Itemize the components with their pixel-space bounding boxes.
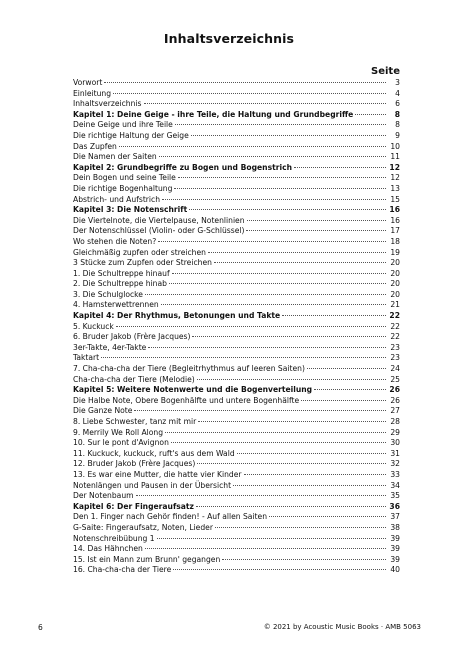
toc-entry-title: 10. Sur le pont d'Avignon	[73, 438, 169, 448]
toc-entry[interactable]	[73, 491, 400, 502]
toc-entry-page: 33	[390, 469, 400, 479]
toc-entry-page: 20	[390, 279, 400, 289]
toc-entry-page: 11	[390, 152, 400, 162]
toc-entry-title: Das Zupfen	[73, 141, 117, 151]
dot-leader	[208, 252, 386, 253]
toc-entry[interactable]	[73, 89, 400, 100]
toc-entry-title: Der Notenbaum	[73, 491, 134, 501]
dot-leader	[198, 421, 386, 422]
toc-entry[interactable]	[73, 512, 400, 523]
dot-leader	[307, 368, 386, 369]
toc-chapter-entry[interactable]	[73, 110, 400, 121]
toc-entry-title: Kapitel 2: Grundbegriffe zu Bogen und Bogenstrich	[73, 162, 292, 172]
toc-entry[interactable]	[73, 279, 400, 290]
toc-entry-title: Kapitel 4: Der Rhythmus, Betonungen und Takte	[73, 311, 281, 321]
dot-leader	[244, 474, 386, 475]
toc-entry-title: Gleichmäßig zupfen oder streichen	[73, 247, 206, 257]
toc-entry-page: 13	[390, 183, 400, 193]
toc-entry-page: 6	[395, 99, 400, 109]
dot-leader	[134, 410, 386, 411]
toc-entry-title: Kapitel 1: Deine Geige - ihre Teile, die Haltung und Grundbegriffe	[73, 109, 354, 119]
page-column-header: Seite	[371, 66, 400, 77]
dot-leader	[173, 569, 386, 570]
dot-leader	[355, 114, 386, 115]
dot-leader	[196, 506, 386, 507]
toc-entry-title: Wo stehen die Noten?	[73, 236, 157, 246]
toc-entry-page: 8	[394, 109, 400, 119]
toc-entry-page: 40	[390, 565, 400, 575]
dot-leader	[269, 516, 386, 517]
toc-entry-title: 5. Kuckuck	[73, 321, 114, 331]
dot-leader	[116, 326, 386, 327]
dot-leader	[158, 241, 386, 242]
toc-entry[interactable]	[73, 131, 400, 142]
toc-entry-title: Die Namen der Saiten	[73, 152, 157, 162]
toc-entry-title: 7. Cha-cha-cha der Tiere (Begleitrhythmus auf leeren Saiten)	[73, 364, 305, 374]
dot-leader	[189, 209, 386, 210]
toc-entry[interactable]	[73, 459, 400, 470]
dot-leader	[172, 273, 386, 274]
dot-leader	[191, 135, 386, 136]
dot-leader	[113, 93, 386, 94]
toc-entry-title: 12. Bruder Jakob (Frère Jacques)	[73, 459, 196, 469]
toc-entry-title: Die richtige Bogenhaltung	[73, 183, 173, 193]
toc-entry-title: 9. Merrily We Roll Along	[73, 427, 164, 437]
toc-entry-page: 30	[390, 438, 400, 448]
dot-leader	[144, 103, 387, 104]
dot-leader	[136, 495, 386, 496]
toc-entry[interactable]	[73, 152, 400, 163]
toc-entry-title: G-Saite: Fingeraufsatz, Noten, Lieder	[73, 522, 213, 532]
toc-entry[interactable]	[73, 332, 400, 343]
dot-leader	[171, 442, 386, 443]
toc-entry-page: 24	[390, 364, 400, 374]
toc-entry[interactable]	[73, 375, 400, 386]
dot-leader	[162, 199, 386, 200]
dot-leader	[157, 538, 386, 539]
toc-entry[interactable]	[73, 269, 400, 280]
toc-entry-page: 17	[390, 226, 400, 236]
toc-entry-title: Einleitung	[73, 88, 112, 98]
toc-entry[interactable]	[73, 195, 400, 206]
toc-chapter-entry[interactable]	[73, 385, 400, 396]
toc-entry-page: 18	[390, 236, 400, 246]
toc-entry-title: Cha-cha-cha der Tiere (Melodie)	[73, 374, 195, 384]
toc-entry-title: Die richtige Haltung der Geige	[73, 130, 189, 140]
toc-entry-title: Kapitel 6: Der Fingeraufsatz	[73, 501, 194, 511]
toc-entry-title: Die Ganze Note	[73, 406, 133, 416]
toc-entry[interactable]	[73, 470, 400, 481]
toc-entry[interactable]	[73, 78, 400, 89]
toc-entry-title: Abstrich- und Aufstrich	[73, 194, 161, 204]
toc-entry-title: Die Viertelnote, die Viertelpause, Notenlinien	[73, 215, 245, 225]
toc-entry-page: 4	[395, 88, 400, 98]
toc-chapter-entry[interactable]	[73, 502, 400, 513]
toc-entry-title: 1. Die Schultreppe hinauf	[73, 268, 170, 278]
toc-entry-page: 23	[390, 342, 400, 352]
toc-entry-title: Kapitel 5: Weitere Notenwerte und die Bogenverteilung	[73, 385, 313, 395]
toc-entry-title: 3er-Takte, 4er-Takte	[73, 342, 147, 352]
toc-entry[interactable]	[73, 120, 400, 131]
dot-leader	[101, 357, 386, 358]
dot-leader	[294, 167, 386, 168]
toc-entry[interactable]	[73, 173, 400, 184]
toc-entry-page: 34	[390, 480, 400, 490]
dot-leader	[145, 294, 386, 295]
dot-leader	[178, 177, 386, 178]
dot-leader	[314, 389, 386, 390]
dot-leader	[119, 146, 386, 147]
toc-entry[interactable]	[73, 226, 400, 237]
toc-entry-page: 25	[390, 374, 400, 384]
toc-chapter-entry[interactable]	[73, 311, 400, 322]
toc-entry-page: 12	[390, 173, 400, 183]
toc-entry-page: 22	[390, 332, 400, 342]
toc-entry-page: 16	[389, 205, 400, 215]
toc-entry-title: Taktart	[73, 353, 100, 363]
dot-leader	[145, 548, 386, 549]
toc-entry[interactable]	[73, 322, 400, 333]
toc-entry-page: 36	[389, 501, 400, 511]
toc-entry[interactable]	[73, 248, 400, 259]
toc-entry-title: 11. Kuckuck, kuckuck, ruft's aus dem Wald	[73, 448, 235, 458]
dot-leader	[197, 463, 386, 464]
dot-leader	[165, 432, 386, 433]
dot-leader	[192, 336, 386, 337]
toc-entry-page: 22	[390, 321, 400, 331]
toc-entry-title: Notenschreibübung 1	[73, 533, 155, 543]
toc-entry-page: 39	[390, 544, 400, 554]
toc-entry-page: 39	[390, 554, 400, 564]
toc-entry-title: Der Notenschlüssel (Violin- oder G-Schlüssel)	[73, 226, 245, 236]
dot-leader	[197, 379, 386, 380]
toc-entry-title: Den 1. Finger nach Gehör finden! - Auf allen Saiten	[73, 512, 268, 522]
toc-entry-page: 21	[390, 300, 400, 310]
toc-entry[interactable]	[73, 142, 400, 153]
toc-entry[interactable]	[73, 544, 400, 555]
toc-entry-page: 23	[390, 353, 400, 363]
toc-chapter-entry[interactable]	[73, 163, 400, 174]
copyright-notice: © 2021 by Acoustic Music Books · AMB 5063	[263, 623, 421, 631]
toc-entry-page: 37	[390, 512, 400, 522]
toc-entry[interactable]	[73, 481, 400, 492]
toc-entry-page: 10	[390, 141, 400, 151]
toc-entry-page: 16	[390, 215, 400, 225]
toc-entry-page: 26	[389, 385, 400, 395]
toc-entry-title: Kapitel 3: Die Notenschrift	[73, 205, 188, 215]
toc-entry-page: 20	[390, 268, 400, 278]
toc-entry-page: 32	[390, 459, 400, 469]
dot-leader	[247, 220, 386, 221]
toc-entry-title: 16. Cha-cha-cha der Tiere	[73, 565, 172, 575]
toc-entry[interactable]	[73, 449, 400, 460]
dot-leader	[174, 188, 386, 189]
dot-leader	[104, 82, 386, 83]
toc-entry-title: Inhaltsverzeichnis	[73, 99, 142, 109]
dot-leader	[237, 453, 386, 454]
dot-leader	[214, 262, 386, 263]
toc-entry-title: 4. Hamsterwettrennen	[73, 300, 159, 310]
toc-entry[interactable]	[73, 534, 400, 545]
table-of-contents	[73, 78, 400, 576]
toc-entry-page: 8	[395, 120, 400, 130]
toc-entry-page: 29	[390, 427, 400, 437]
toc-entry-title: Notenlängen und Pausen in der Übersicht	[73, 480, 232, 490]
toc-entry[interactable]	[73, 406, 400, 417]
dot-leader	[301, 400, 386, 401]
toc-entry-title: 15. Ist ein Mann zum Brunn' gegangen	[73, 554, 221, 564]
toc-entry-title: 3 Stücke zum Zupfen oder Streichen	[73, 258, 212, 268]
dot-leader	[175, 124, 386, 125]
page-title: Inhaltsverzeichnis	[163, 31, 295, 46]
dot-leader	[246, 230, 386, 231]
toc-entry[interactable]	[73, 438, 400, 449]
toc-entry-page: 12	[389, 162, 400, 172]
dot-leader	[169, 283, 386, 284]
toc-entry[interactable]	[73, 300, 400, 311]
toc-entry-page: 19	[390, 247, 400, 257]
toc-entry-page: 38	[390, 522, 400, 532]
toc-entry-title: Deine Geige und ihre Teile	[73, 120, 173, 130]
toc-entry-title: 2. Die Schultreppe hinab	[73, 279, 167, 289]
toc-entry-page: 28	[390, 417, 400, 426]
toc-entry-page: 20	[390, 258, 400, 268]
toc-entry-title: Vorwort	[73, 78, 103, 87]
toc-entry-page: 35	[390, 491, 400, 501]
toc-entry[interactable]	[73, 237, 400, 248]
toc-entry-page: 22	[389, 311, 400, 321]
toc-chapter-entry[interactable]	[73, 205, 400, 216]
dot-leader	[282, 315, 386, 316]
toc-entry[interactable]	[73, 353, 400, 364]
dot-leader	[161, 304, 386, 305]
toc-entry[interactable]	[73, 396, 400, 407]
toc-entry[interactable]	[73, 99, 400, 110]
toc-entry-title: 8. Liebe Schwester, tanz mit mir	[73, 417, 197, 426]
toc-entry-title: 14. Das Hähnchen	[73, 544, 143, 554]
dot-leader	[222, 559, 386, 560]
toc-entry[interactable]	[73, 216, 400, 227]
toc-entry[interactable]	[73, 417, 400, 428]
toc-entry-page: 26	[390, 395, 400, 405]
toc-entry-page: 9	[395, 130, 400, 140]
dot-leader	[233, 485, 386, 486]
toc-entry[interactable]	[73, 258, 400, 269]
dot-leader	[159, 156, 386, 157]
toc-entry-page: 3	[395, 78, 400, 87]
dot-leader	[148, 347, 386, 348]
toc-entry[interactable]	[73, 184, 400, 195]
page-number: 6	[38, 623, 43, 632]
toc-entry[interactable]	[73, 555, 400, 566]
toc-entry[interactable]	[73, 523, 400, 534]
toc-entry-page: 27	[390, 406, 400, 416]
toc-entry-page: 39	[390, 533, 400, 543]
toc-entry[interactable]	[73, 343, 400, 354]
toc-entry-page: 15	[390, 194, 400, 204]
toc-entry[interactable]	[73, 428, 400, 439]
toc-entry[interactable]	[73, 565, 400, 576]
toc-entry-title: 13. Es war eine Mutter, die hatte vier Kinder	[73, 469, 242, 479]
toc-entry[interactable]	[73, 364, 400, 375]
dot-leader	[215, 527, 386, 528]
toc-entry-page: 31	[390, 448, 400, 458]
toc-entry-title: Die Halbe Note, Obere Bogenhälfte und untere Bogenhälfte	[73, 395, 300, 405]
toc-entry[interactable]	[73, 290, 400, 301]
toc-entry-page: 20	[390, 289, 400, 299]
toc-entry-title: 6. Bruder Jakob (Frère Jacques)	[73, 332, 191, 342]
toc-entry-title: 3. Die Schulglocke	[73, 289, 143, 299]
toc-entry-title: Dein Bogen und seine Teile	[73, 173, 176, 183]
